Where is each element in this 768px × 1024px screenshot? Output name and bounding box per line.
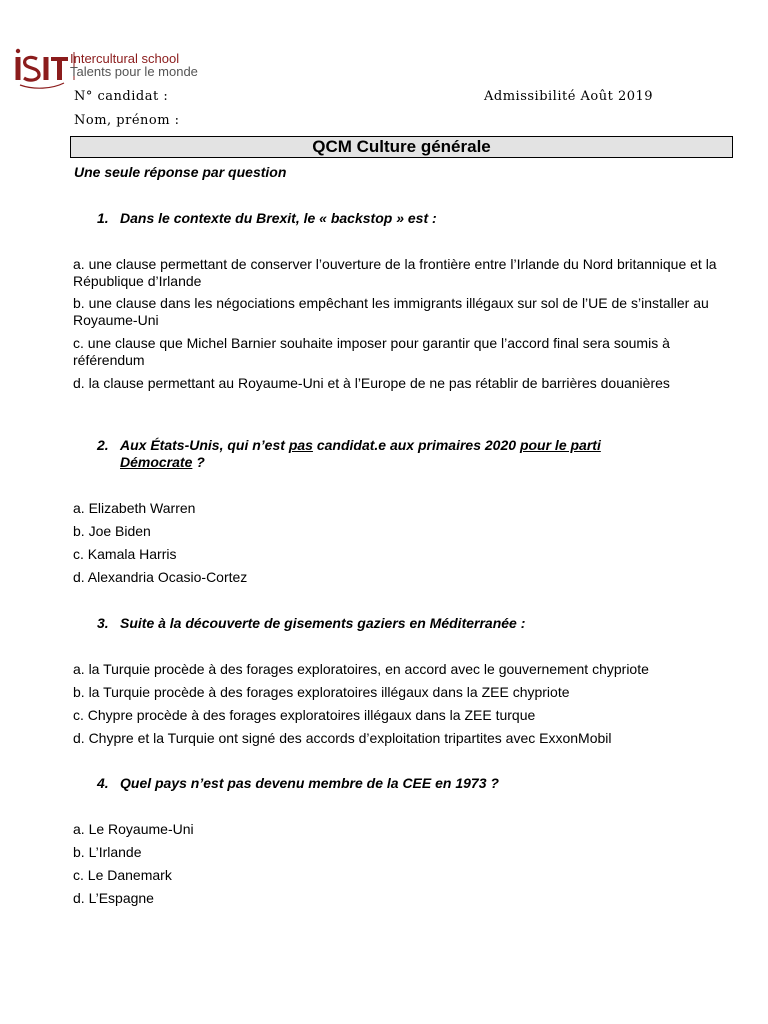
option-3b: b. la Turquie procède à des forages exploratoires illégaux dans la ZEE chypriote	[73, 684, 570, 700]
question-text-emphasis: pour le parti	[519, 437, 601, 453]
school-tagline: Talents pour le monde	[70, 64, 198, 79]
logo-text	[70, 52, 198, 78]
option-2a: a. Elizabeth Warren	[73, 500, 196, 516]
question-text-part: candidat.e aux primaires 2020	[312, 437, 520, 453]
school-name: Intercultural school	[70, 51, 180, 66]
option-3a: a. la Turquie procède à des forages exploratoires, en accord avec le gouvernement chypriote	[73, 661, 649, 677]
option-4c: c. Le Danemark	[73, 867, 172, 883]
option-4d: d. L’Espagne	[73, 890, 154, 906]
question-text-emphasis: pas	[288, 437, 313, 453]
option-1d: d. la clause permettant au Royaume-Uni et à l’Europe de ne pas rétablir de barrières douanières	[73, 375, 670, 391]
option-1a: a. une clause permettant de conserver l’ouverture de la frontière entre l’Irlande du Nord britannique et la République d’Irlande	[73, 256, 717, 289]
option-4a: a. Le Royaume-Uni	[73, 821, 194, 837]
exam-session: Admissibilité Août 2019	[484, 89, 654, 104]
question-text: Suite à la découverte de gisements gaziers en Méditerranée :	[120, 615, 526, 631]
option-3c: c. Chypre procède à des forages exploratoires illégaux dans la ZEE turque	[73, 707, 536, 723]
option-4b: b. L’Irlande	[73, 844, 142, 860]
option-3d: d. Chypre et la Turquie ont signé des accords d’exploitation tripartites avec ExxonMobil	[73, 730, 612, 746]
question-number: 3.	[97, 615, 109, 631]
option-1c: c. une clause que Michel Barnier souhaite imposer pour garantir que l’accord final sera soumis à référendum	[73, 335, 670, 368]
candidate-number-label: N° candidat :	[74, 89, 169, 104]
question-text-emphasis: Démocrate	[120, 454, 193, 470]
question-text: Quel pays n’est pas devenu membre de la CEE en 1973 ?	[120, 775, 499, 791]
option-2c: c. Kamala Harris	[73, 546, 177, 562]
question-number: 2.	[97, 437, 109, 453]
question-text-part: ?	[192, 454, 205, 470]
question-3	[97, 615, 525, 631]
question-4	[97, 775, 499, 791]
page-title: QCM Culture générale	[70, 136, 733, 158]
question-number: 1.	[97, 210, 109, 226]
question-text-part: Aux États-Unis, qui n’est	[120, 437, 289, 453]
question-2	[97, 437, 601, 471]
question-number: 4.	[97, 775, 109, 791]
instruction: Une seule réponse par question	[74, 164, 287, 180]
question-text: Dans le contexte du Brexit, le « backstop » est :	[120, 210, 437, 226]
option-1b: b. une clause dans les négociations empêchant les immigrants illégaux sur sol de l’UE de s’installer au Royaume-Uni	[73, 295, 709, 328]
name-label: Nom, prénom :	[74, 113, 180, 128]
question-1	[97, 210, 437, 226]
option-2d: d. Alexandria Ocasio-Cortez	[73, 569, 248, 585]
option-2b: b. Joe Biden	[73, 523, 151, 539]
